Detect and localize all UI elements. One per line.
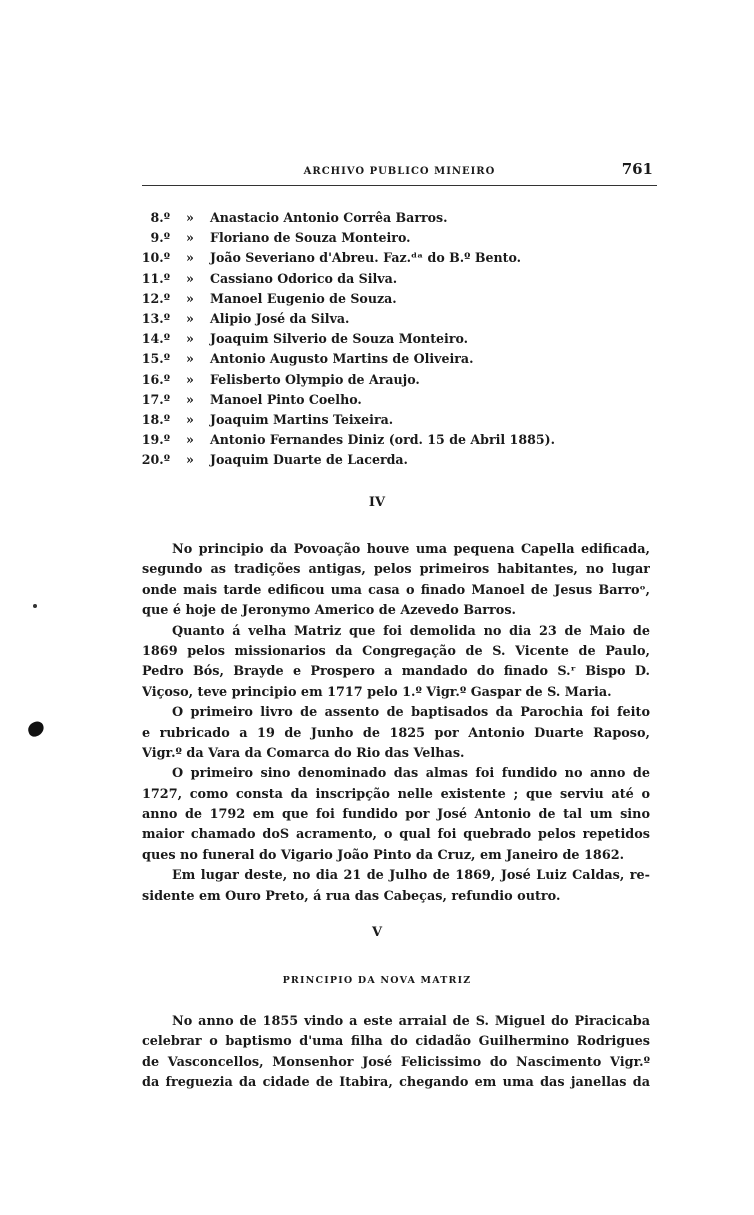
header-rule xyxy=(142,185,657,186)
ditto-mark: » xyxy=(186,331,194,347)
list-item-number: 19.º xyxy=(141,432,170,448)
ditto-mark: » xyxy=(186,250,194,266)
list-item xyxy=(138,410,638,430)
list-item-name: Felisberto Olympio de Araujo. xyxy=(210,371,420,387)
text-line: maior chamado doS acramento, o qual foi quebrado pelos repetidos xyxy=(142,827,650,843)
section-v-subtitle: PRINCIPIO DA NOVA MATRIZ xyxy=(282,975,472,986)
ditto-mark: » xyxy=(186,371,194,387)
list-item-number: 10.º xyxy=(141,250,170,266)
text-line: Em lugar deste, no dia 21 de Julho de 1869, José Luiz Caldas, re- xyxy=(172,868,650,884)
list-item-number: 9.º xyxy=(150,230,170,246)
page-header xyxy=(142,158,657,188)
text-line: Vigr.º da Vara da Comarca do Rio das Velhas. xyxy=(142,745,465,761)
text-line: que é hoje de Jeronymo Americo de Azevedo Barros. xyxy=(142,603,516,619)
list-item-name: Manoel Eugenio de Souza. xyxy=(210,290,397,306)
list-item xyxy=(138,269,638,289)
list-item-number: 13.º xyxy=(141,310,170,326)
list-item xyxy=(138,228,638,248)
list-item-name: Alipio José da Silva. xyxy=(210,310,350,326)
list-item-name: Joaquim Duarte de Lacerda. xyxy=(210,452,408,468)
text-line: 1869 pelos missionarios da Congregação de S. Vicente de Paulo, xyxy=(142,643,650,659)
text-line: ques no funeral do Vigario João Pinto da Cruz, em Janeiro de 1862. xyxy=(142,847,625,863)
section-v-heading: V xyxy=(371,925,383,940)
ditto-mark: » xyxy=(186,310,194,326)
ditto-mark: » xyxy=(186,230,194,246)
list-item xyxy=(138,329,638,349)
ditto-mark: » xyxy=(186,351,194,367)
list-item-number: 8.º xyxy=(150,210,170,225)
paragraph xyxy=(142,540,650,907)
text-line: anno de 1792 em que foi fundido por José Antonio de tal um sino xyxy=(142,807,650,823)
running-title: ARCHIVO PUBLICO MINEIRO xyxy=(303,166,496,177)
list-item xyxy=(138,390,638,410)
list-item xyxy=(138,248,638,268)
text-line: onde mais tarde edificou uma casa o finado Manoel de Jesus Barroᵒ, xyxy=(142,582,650,598)
list-item-name: João Severiano d'Abreu. Faz.ᵈᵃ do B.º Bento. xyxy=(210,250,522,266)
ink-blot-mark xyxy=(26,720,46,739)
text-line: No anno de 1855 vindo a este arraial de S. Miguel do Piracicaba xyxy=(172,1014,650,1029)
list-item-name: Joaquim Martins Teixeira. xyxy=(210,411,394,427)
text-line: Pedro Bós, Brayde e Prospero a mandado do finado S.ʳ Bispo D. xyxy=(142,664,650,680)
list-item-number: 15.º xyxy=(141,351,170,367)
list-item-name: Antonio Fernandes Diniz (ord. 15 de Abril 1885). xyxy=(210,432,555,448)
text-line: O primeiro sino denominado das almas foi fundido no anno de xyxy=(172,766,650,782)
text-line: celebrar o baptismo d'uma filha do cidadão Guilhermino Rodrigues xyxy=(142,1034,650,1050)
list-item-number: 16.º xyxy=(141,371,170,387)
list-item-number: 14.º xyxy=(141,331,170,347)
list-item xyxy=(138,309,638,329)
list-item-name: Joaquim Silverio de Souza Monteiro. xyxy=(210,331,469,347)
list-item xyxy=(138,450,638,470)
text-line: de Vasconcellos, Monsenhor José Felicissimo do Nascimento Vigr.º xyxy=(142,1054,650,1070)
text-line: Quanto á velha Matriz que foi demolida no dia 23 de Maio de xyxy=(172,623,650,639)
list-item-number: 18.º xyxy=(141,411,170,427)
list-item xyxy=(138,370,638,390)
text-line: sidente em Ouro Preto, á rua das Cabeças, refundio outro. xyxy=(142,888,561,904)
text-line: e rubricado a 19 de Junho de 1825 por Antonio Duarte Raposo, xyxy=(142,725,650,741)
list-item-name: Anastacio Antonio Corrêa Barros. xyxy=(210,210,448,225)
ink-dot-mark xyxy=(33,604,37,608)
ditto-mark: » xyxy=(186,411,194,427)
list-item-number: 20.º xyxy=(141,452,170,468)
list-item-number: 17.º xyxy=(141,391,170,407)
text-line: da freguezia da cidade de Itabira, chegando em uma das janellas da xyxy=(142,1075,650,1091)
list-item-number: 11.º xyxy=(141,270,170,286)
ditto-mark: » xyxy=(186,270,194,286)
list-item xyxy=(138,349,638,369)
text-line: O primeiro livro de assento de baptisados da Parochia foi feito xyxy=(172,705,650,721)
section-iv-heading: IV xyxy=(368,495,386,510)
ditto-mark: » xyxy=(186,391,194,407)
list-item-name: Cassiano Odorico da Silva. xyxy=(210,270,398,286)
page-number: 761 xyxy=(621,160,653,178)
paragraph xyxy=(142,1012,650,1094)
list-item xyxy=(138,430,638,450)
text-line: 1727, como consta da inscripção nelle existente ; que serviu até o xyxy=(142,786,650,802)
list-item xyxy=(138,289,638,309)
list-item-number: 12.º xyxy=(141,290,170,306)
ditto-mark: » xyxy=(186,432,194,448)
ditto-mark: » xyxy=(186,290,194,306)
text-line: Viçoso, teve principio em 1717 pelo 1.º Vigr.º Gaspar de S. Maria. xyxy=(142,684,612,700)
ditto-mark: » xyxy=(186,452,194,468)
list-item-name: Antonio Augusto Martins de Oliveira. xyxy=(210,351,474,367)
names-list xyxy=(138,208,638,470)
text-line: No principio da Povoação houve uma pequena Capella edificada, xyxy=(172,542,650,557)
list-item xyxy=(138,208,638,228)
list-item-name: Floriano de Souza Monteiro. xyxy=(210,230,411,246)
text-line: segundo as tradições antigas, pelos primeiros habitantes, no lugar xyxy=(142,562,650,578)
ditto-mark: » xyxy=(186,210,194,225)
list-item-name: Manoel Pinto Coelho. xyxy=(210,391,362,407)
